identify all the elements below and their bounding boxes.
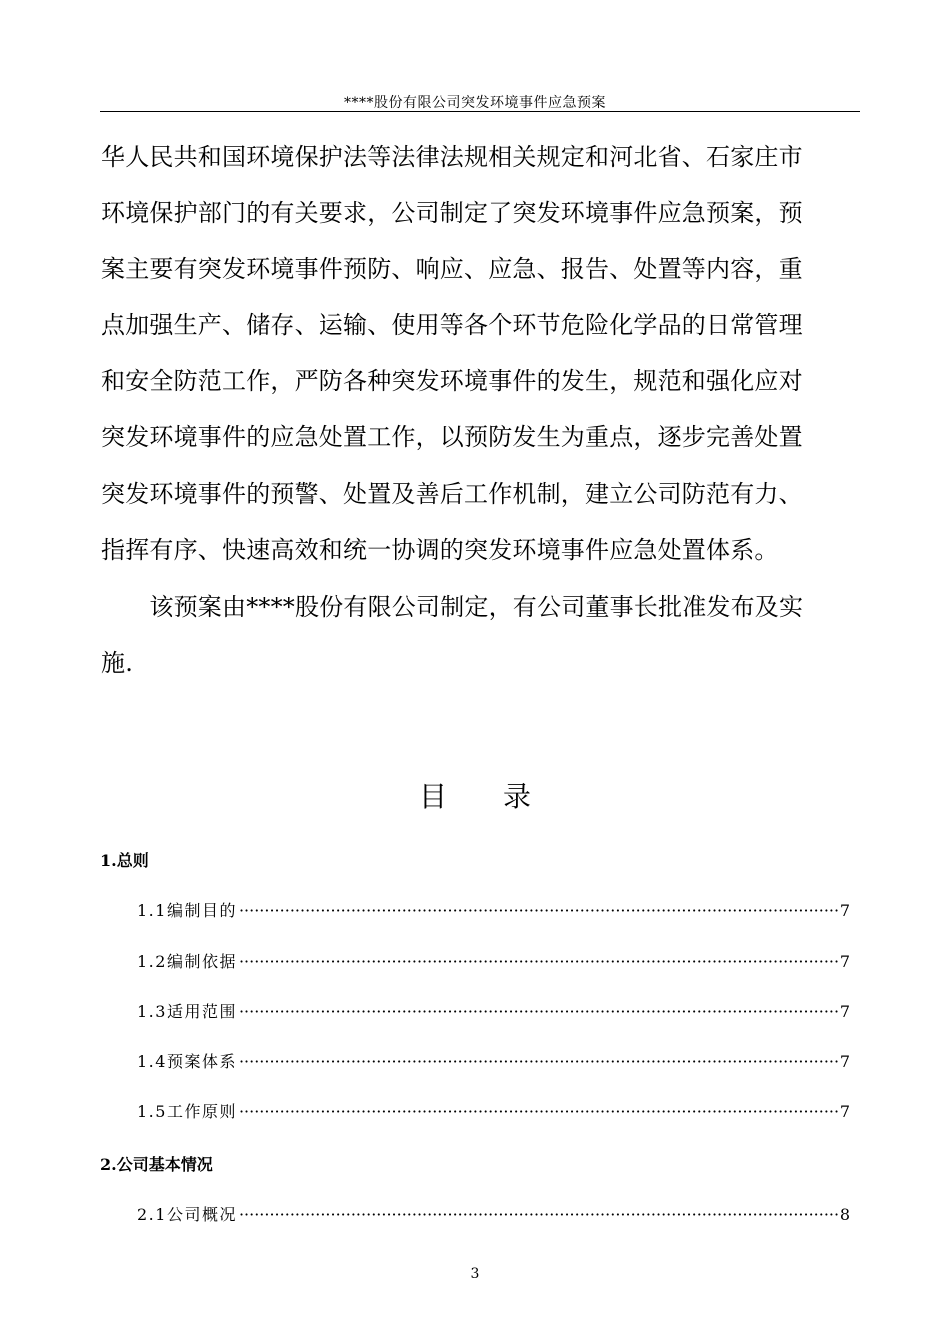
toc-entry-page: 7: [839, 1102, 850, 1121]
toc-entry-label: 1.5工作原则: [137, 1102, 237, 1121]
toc-entry-label: 2.1公司概况: [137, 1205, 237, 1224]
toc-dot-leader: [239, 952, 838, 972]
body-line-10: 施.: [101, 649, 134, 677]
header-rule: [100, 111, 860, 112]
running-header-title: ****股份有限公司突发环境事件应急预案: [344, 95, 606, 111]
toc-title-right: 录: [503, 780, 532, 813]
toc-entry-page: 7: [839, 901, 850, 920]
body-line-3: 案主要有突发环境事件预防、响应、应急、报告、处置等内容，重: [101, 255, 803, 283]
body-line-6: 突发环境事件的应急处置工作，以预防发生为重点，逐步完善处置: [101, 423, 803, 451]
toc-entry-page: 8: [839, 1205, 850, 1224]
toc-entry-page: 7: [839, 1052, 850, 1071]
body-line-9: 该预案由****股份有限公司制定，有公司董事长批准发布及实: [101, 593, 804, 621]
toc-entry[interactable]: [137, 952, 850, 972]
toc-title: [0, 780, 950, 814]
toc-entry-label: 1.3适用范围: [137, 1002, 237, 1021]
body-line-2: 环境保护部门的有关要求，公司制定了突发环境事件应急预案，预: [101, 199, 803, 227]
toc-entry-label: 1.2编制依据: [137, 952, 237, 971]
body-line-8: 指挥有序、快速高效和统一协调的突发环境事件应急处置体系。: [101, 536, 779, 564]
toc-entry[interactable]: [137, 1052, 850, 1072]
toc-section-heading: 1.总则: [100, 851, 149, 870]
page-number: 3: [470, 1266, 480, 1282]
toc-entry-label: 1.4预案体系: [137, 1052, 237, 1071]
toc-entry[interactable]: [137, 901, 850, 921]
toc-entry-label: 1.1编制目的: [137, 901, 237, 920]
toc-dot-leader: [239, 1102, 838, 1122]
toc-entry-page: 7: [839, 952, 850, 971]
toc-entry-page: 7: [839, 1002, 850, 1021]
toc-dot-leader: [239, 901, 838, 921]
toc-dot-leader: [239, 1205, 838, 1225]
body-line-5: 和安全防范工作，严防各种突发环境事件的发生，规范和强化应对: [101, 367, 803, 395]
toc-entry[interactable]: [137, 1205, 850, 1225]
body-line-7: 突发环境事件的预警、处置及善后工作机制，建立公司防范有力、: [101, 480, 803, 508]
body-line-1: 华人民共和国环境保护法等法律法规相关规定和河北省、石家庄市: [101, 143, 803, 171]
toc-entry[interactable]: [137, 1002, 850, 1022]
toc-dot-leader: [239, 1052, 838, 1072]
toc-title-left: 目: [418, 780, 447, 813]
toc-section-heading: 2.公司基本情况: [100, 1155, 213, 1174]
toc-dot-leader: [239, 1002, 838, 1022]
toc-entry[interactable]: [137, 1102, 850, 1122]
body-line-4: 点加强生产、储存、运输、使用等各个环节危险化学品的日常管理: [101, 311, 803, 339]
